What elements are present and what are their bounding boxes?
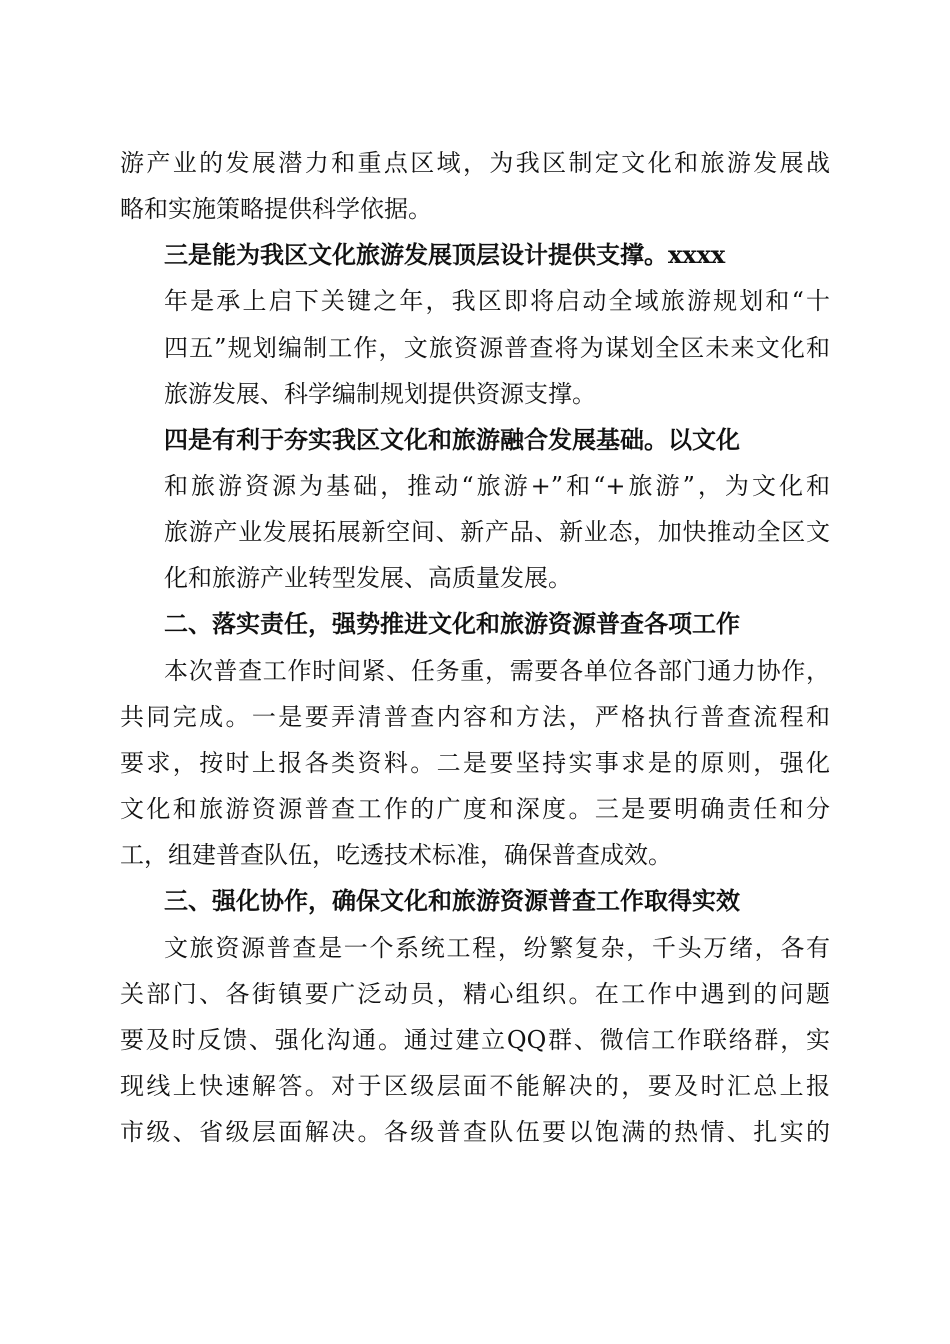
text-line: 现线上快速解答。对于区级层面不能解决的，要及时汇总上报	[120, 1072, 830, 1100]
text-line: 共同完成。一是要弄清普查内容和方法，严格执行普查流程和	[120, 703, 830, 731]
text-line: 要及时反馈、强化沟通。通过建立QQ群、微信工作联络群，实	[120, 1026, 830, 1054]
section-heading: 三、强化协作，确保文化和旅游资源普查工作取得实效	[164, 886, 740, 915]
text-line: 三是能为我区文化旅游发展顶层设计提供支撑。xxxx	[164, 240, 726, 269]
text-line: 游产业的发展潜力和重点区域，为我区制定文化和旅游发展战	[120, 149, 830, 177]
text-line: 略和实施策略提供科学依据。	[120, 195, 432, 223]
text-line: 关部门、各街镇要广泛动员，精心组织。在工作中遇到的问题	[120, 980, 830, 1008]
text-line: 四五”规划编制工作，文旅资源普查将为谋划全区未来文化和	[164, 334, 830, 362]
text-line: 本次普查工作时间紧、任务重，需要各单位各部门通力协作，	[164, 657, 830, 685]
text-line: 工，组建普查队伍，吃透技术标准，确保普查成效。	[120, 841, 672, 869]
text-line: 要求，按时上报各类资料。二是要坚持实事求是的原则，强化	[120, 749, 830, 777]
text-line: 化和旅游产业转型发展、高质量发展。	[164, 564, 572, 592]
section-heading: 二、落实责任，强势推进文化和旅游资源普查各项工作	[164, 609, 740, 638]
text-line: 市级、省级层面解决。各级普查队伍要以饱满的热情、扎实的	[120, 1118, 830, 1146]
text-line: 年是承上启下关键之年，我区即将启动全域旅游规划和“十	[164, 287, 830, 315]
text-line: 文化和旅游资源普查工作的广度和深度。三是要明确责任和分	[120, 795, 830, 823]
text-line: 和旅游资源为基础，推动“旅游+”和“+旅游”，为文化和	[164, 472, 830, 500]
text-line: 文旅资源普查是一个系统工程，纷繁复杂，千头万绪，各有	[164, 934, 830, 962]
text-line: 旅游产业发展拓展新空间、新产品、新业态，加快推动全区文	[164, 518, 830, 546]
text-line: 旅游发展、科学编制规划提供资源支撑。	[164, 380, 596, 408]
text-line: 四是有利于夯实我区文化和旅游融合发展基础。以文化	[164, 425, 740, 454]
